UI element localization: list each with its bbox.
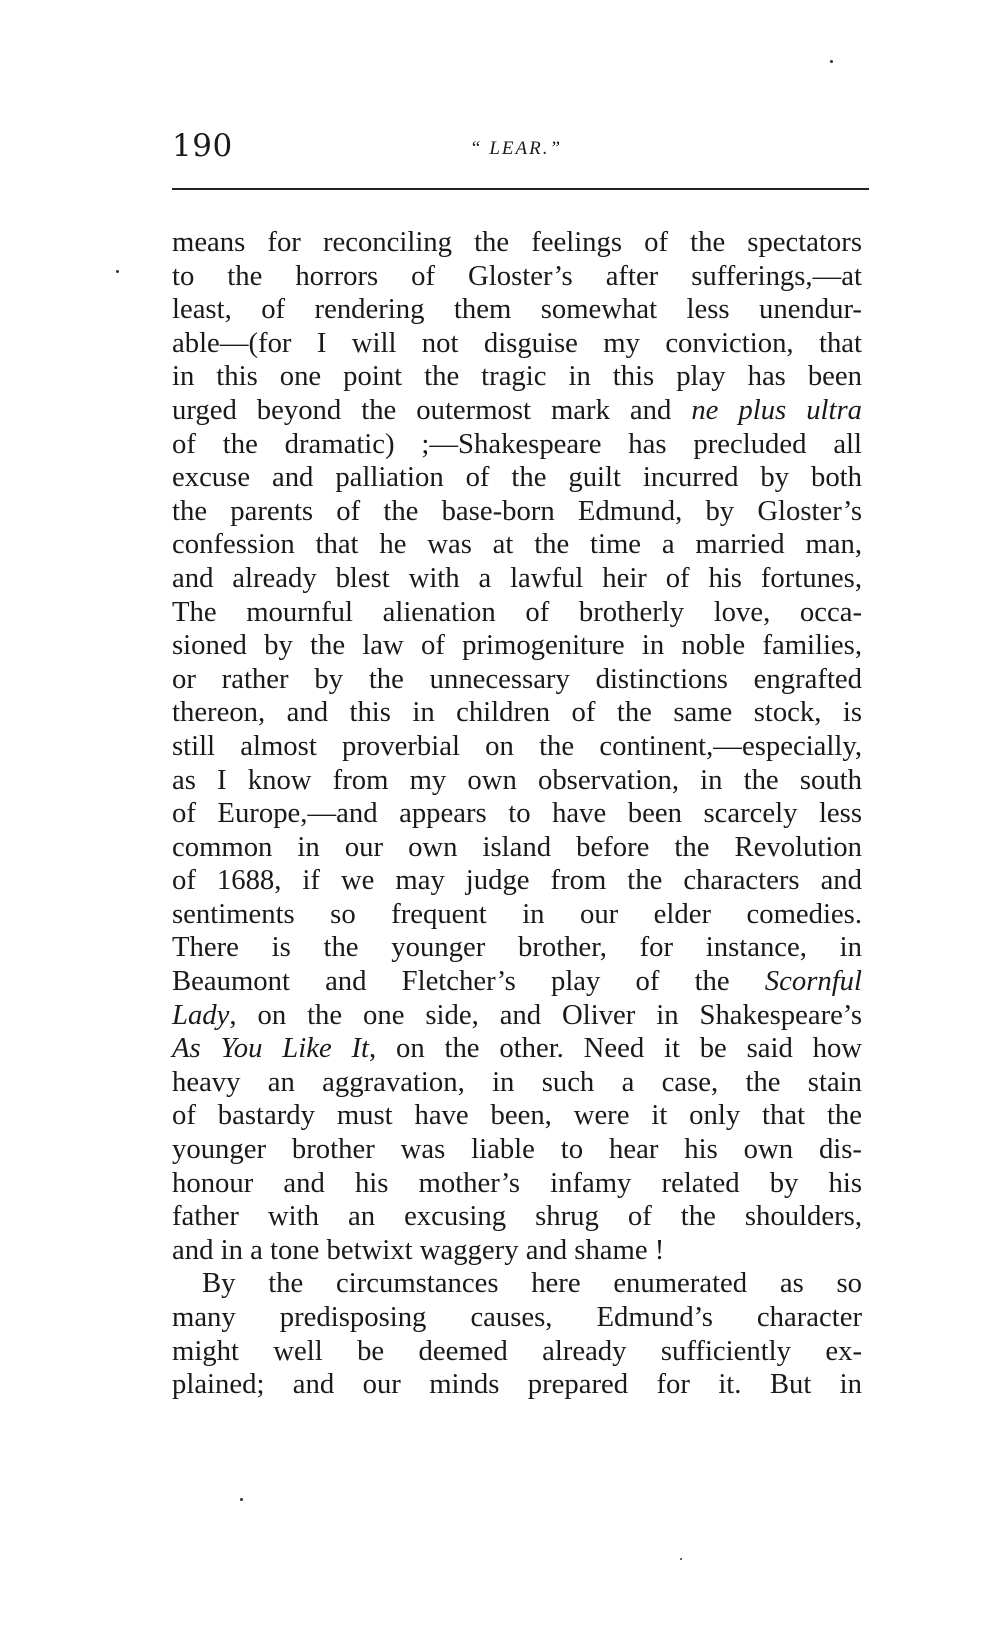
text-line bbox=[172, 931, 862, 965]
text-line bbox=[172, 663, 862, 697]
header-rule bbox=[172, 188, 869, 190]
text-segment: excuse and palliation of the guilt incurred by both bbox=[172, 461, 862, 494]
text-line bbox=[172, 327, 862, 361]
text-line bbox=[172, 864, 862, 898]
text-line bbox=[172, 226, 862, 260]
text-line bbox=[172, 394, 862, 428]
text-segment: honour and his mother’s infamy related by his bbox=[172, 1166, 862, 1199]
page-header bbox=[172, 128, 872, 178]
text-line bbox=[172, 999, 862, 1033]
ink-speck bbox=[680, 1558, 682, 1560]
text-segment: as I know from my own observation, in the south bbox=[172, 763, 862, 796]
italic-segment: ne plus ultra bbox=[691, 393, 862, 426]
text-segment: still almost proverbial on the continent,—especially, bbox=[172, 729, 862, 762]
text-segment: , on the one side, and Oliver in Shakespeare’s bbox=[229, 998, 862, 1031]
italic-segment: As You Like It bbox=[172, 1032, 370, 1065]
text-segment: to the horrors of Gloster’s after sufferings,—at bbox=[172, 259, 862, 292]
text-line bbox=[172, 764, 862, 798]
text-line bbox=[172, 1066, 862, 1100]
text-line bbox=[172, 730, 862, 764]
body-text bbox=[172, 226, 862, 1402]
text-segment: able—(for I will not disguise my conviction, that bbox=[172, 326, 862, 359]
text-line bbox=[172, 1133, 862, 1167]
text-segment: sentiments so frequent in our elder comedies. bbox=[172, 897, 862, 930]
text-line bbox=[172, 1368, 862, 1402]
text-segment: of bastardy must have been, were it only that the bbox=[172, 1099, 862, 1132]
text-segment: common in our own island before the Revolution bbox=[172, 830, 862, 863]
running-head: “ LEAR.” bbox=[470, 138, 563, 159]
text-line bbox=[172, 293, 862, 327]
text-segment: plained; and our minds prepared for it. But in bbox=[172, 1368, 862, 1401]
text-line bbox=[172, 965, 862, 999]
text-line bbox=[172, 528, 862, 562]
text-segment: and in a tone betwixt waggery and shame ! bbox=[172, 1233, 665, 1266]
text-line bbox=[172, 1267, 862, 1301]
text-segment: of Europe,—and appears to have been scarcely less bbox=[172, 797, 862, 830]
text-segment: , on the other. Need it be said how bbox=[369, 1032, 863, 1065]
text-segment: in this one point the tragic in this play has been bbox=[172, 360, 862, 393]
text-line bbox=[172, 629, 862, 663]
text-line bbox=[172, 696, 862, 730]
text-line bbox=[172, 596, 862, 630]
italic-segment: Lady bbox=[172, 998, 230, 1031]
text-segment: many predisposing causes, Edmund’s character bbox=[172, 1301, 862, 1333]
text-segment: of 1688, if we may judge from the characters and bbox=[172, 864, 862, 897]
text-line bbox=[172, 1234, 862, 1268]
text-line bbox=[172, 831, 862, 865]
text-segment: Beaumont and Fletcher’s play of the bbox=[172, 965, 765, 998]
text-line bbox=[172, 898, 862, 932]
text-segment: There is the younger brother, for instance, in bbox=[172, 931, 862, 964]
ink-speck bbox=[830, 60, 833, 63]
text-segment: confession that he was at the time a married man, bbox=[172, 528, 862, 561]
text-line bbox=[172, 1167, 862, 1201]
text-line bbox=[172, 260, 862, 294]
text-line bbox=[172, 360, 862, 394]
text-segment: or rather by the unnecessary distinctions engrafted bbox=[172, 662, 862, 695]
text-segment: father with an excusing shrug of the shoulders, bbox=[172, 1200, 862, 1233]
text-line bbox=[172, 797, 862, 831]
italic-segment: Scornful bbox=[764, 965, 862, 998]
text-segment: sioned by the law of primogeniture in noble families, bbox=[172, 629, 862, 662]
text-segment: the parents of the base-born Edmund, by Gloster’s bbox=[172, 494, 862, 527]
text-segment: might well be deemed already sufficiently ex- bbox=[172, 1334, 862, 1367]
text-line bbox=[172, 1099, 862, 1133]
text-line bbox=[172, 1335, 862, 1369]
text-line bbox=[172, 461, 862, 495]
text-line bbox=[172, 1301, 862, 1335]
text-segment: least, of rendering them somewhat less unendur- bbox=[172, 293, 862, 326]
page-number: 190 bbox=[172, 128, 233, 164]
text-segment: heavy an aggravation, in such a case, the stain bbox=[172, 1065, 862, 1098]
text-line bbox=[172, 1200, 862, 1234]
text-segment: younger brother was liable to hear his own dis- bbox=[172, 1133, 862, 1166]
text-segment: By the circumstances here enumerated as so bbox=[202, 1267, 862, 1300]
text-segment: of the dramatic) ;—Shakespeare has precluded all bbox=[172, 427, 862, 460]
text-segment: and already blest with a lawful heir of his fortunes, bbox=[172, 561, 862, 594]
text-line bbox=[172, 428, 862, 462]
ink-speck bbox=[116, 270, 119, 273]
text-segment: urged beyond the outermost mark and bbox=[172, 393, 692, 426]
text-line bbox=[172, 562, 862, 596]
ink-speck bbox=[240, 1498, 243, 1501]
text-line bbox=[172, 1032, 862, 1066]
text-line bbox=[172, 495, 862, 529]
text-segment: thereon, and this in children of the same stock, is bbox=[172, 696, 862, 729]
text-segment: The mournful alienation of brotherly love, occa- bbox=[172, 595, 862, 628]
text-segment: means for reconciling the feelings of the spectators bbox=[172, 226, 862, 258]
